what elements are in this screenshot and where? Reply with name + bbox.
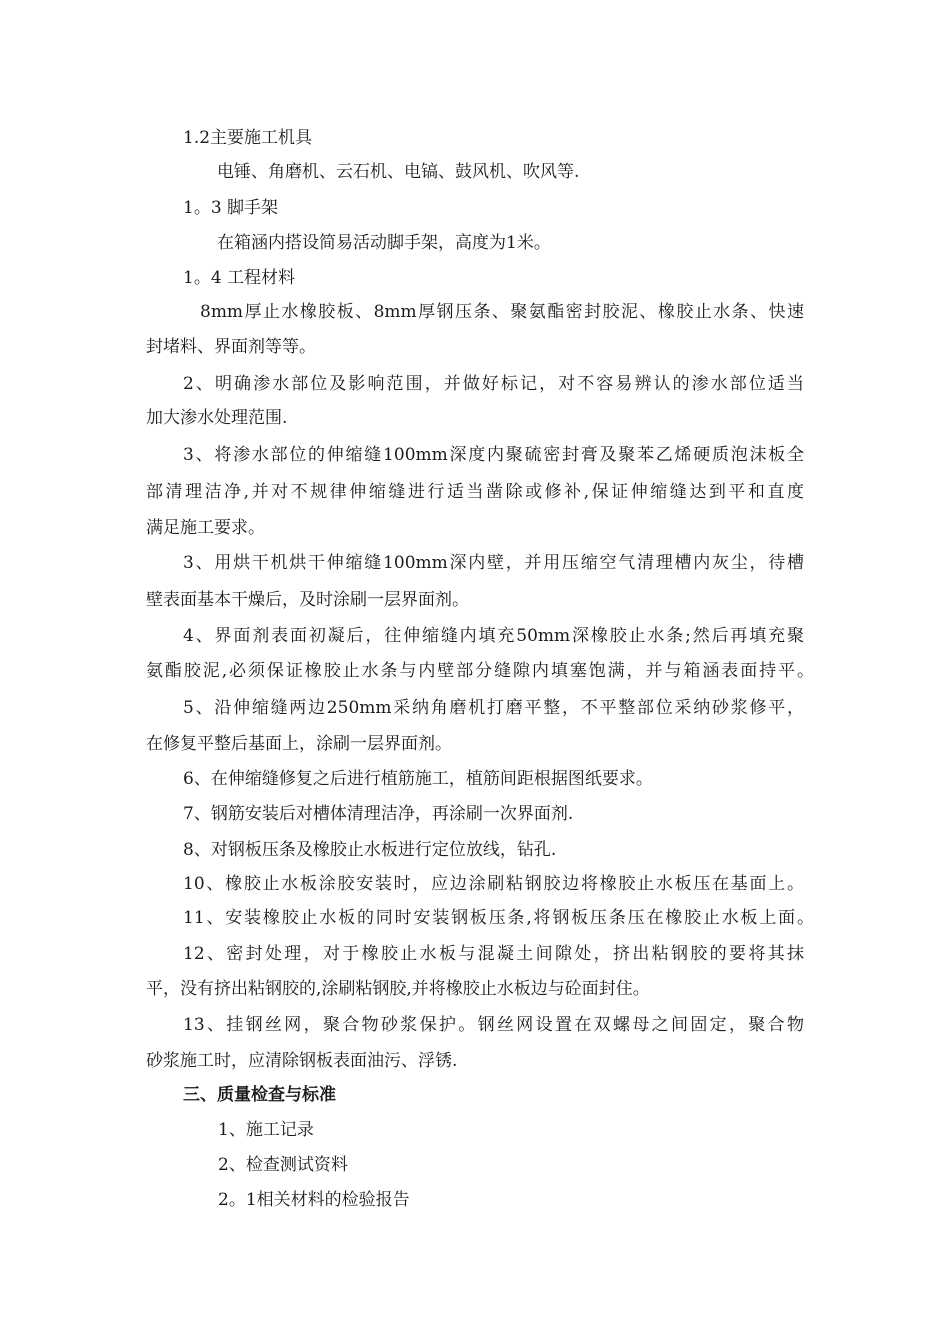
- paragraph-line: 11、安装橡胶止水板的同时安装钢板压条,将钢板压条压在橡胶止水板上面。: [183, 908, 814, 928]
- paragraph-line: 平，没有挤出粘钢胶的,涂刷粘钢胶,并将橡胶止水板边与砼面封住。: [146, 979, 650, 999]
- section-heading: 三、质量检查与标准: [183, 1085, 336, 1105]
- paragraph-line: 8、对钢板压条及橡胶止水板进行定位放线，钻孔.: [183, 840, 557, 860]
- paragraph-line: 在修复平整后基面上，涂刷一层界面剂。: [146, 734, 452, 754]
- paragraph-line: 2、明确渗水部位及影响范围，并做好标记，对不容易辨认的渗水部位适当: [183, 374, 804, 394]
- heading-1-3: 1。3 脚手架: [183, 198, 279, 218]
- paragraph-line: 电锤、角磨机、云石机、电镐、鼓风机、吹风等.: [217, 162, 580, 182]
- paragraph-line: 6、在伸缩缝修复之后进行植筋施工，植筋间距根据图纸要求。: [183, 769, 653, 789]
- list-item: 2、检查测试资料: [218, 1155, 348, 1175]
- paragraph-line: 壁表面基本干燥后，及时涂刷一层界面剂。: [146, 590, 469, 610]
- paragraph-line: 封堵料、界面剂等等。: [146, 337, 316, 357]
- paragraph-line: 13、挂钢丝网，聚合物砂浆保护。钢丝网设置在双螺母之间固定，聚合物: [183, 1015, 804, 1035]
- list-item: 2。1相关材料的检验报告: [218, 1190, 410, 1210]
- paragraph-line: 8mm厚止水橡胶板、8mm厚钢压条、聚氨酯密封胶泥、橡胶止水条、快速: [200, 302, 804, 322]
- paragraph-line: 4、界面剂表面初凝后，往伸缩缝内填充50mm深橡胶止水条;然后再填充聚: [183, 626, 804, 646]
- paragraph-line: 氨酯胶泥,必须保证橡胶止水条与内壁部分缝隙内填塞饱满，并与箱涵表面持平。: [146, 661, 814, 681]
- paragraph-line: 12、密封处理，对于橡胶止水板与混凝土间隙处，挤出粘钢胶的要将其抹: [183, 944, 804, 964]
- heading-1-4: 1。4 工程材料: [183, 268, 296, 288]
- paragraph-line: 7、钢筋安装后对槽体清理洁净，再涂刷一次界面剂.: [183, 804, 574, 824]
- list-item: 1、施工记录: [218, 1120, 314, 1140]
- paragraph-line: 加大渗水处理范围.: [146, 408, 288, 428]
- heading-1-2: 1.2主要施工机具: [183, 128, 313, 148]
- paragraph-line: 3、用烘干机烘干伸缩缝100mm深内壁，并用压缩空气清理槽内灰尘，待槽: [183, 553, 804, 573]
- paragraph-line: 满足施工要求。: [146, 518, 265, 538]
- paragraph-line: 部清理洁净,并对不规律伸缩缝进行适当凿除或修补,保证伸缩缝达到平和直度: [146, 482, 804, 502]
- paragraph-line: 在箱涵内搭设简易活动脚手架，高度为1米。: [217, 233, 551, 253]
- paragraph-line: 10、橡胶止水板涂胶安装时，应边涂刷粘钢胶边将橡胶止水板压在基面上。: [183, 874, 804, 894]
- paragraph-line: 5、沿伸缩缝两边250mm采纳角磨机打磨平整，不平整部位采纳砂浆修平，: [183, 698, 804, 718]
- paragraph-line: 3、将渗水部位的伸缩缝100mm深度内聚硫密封膏及聚苯乙烯硬质泡沫板全: [183, 445, 804, 465]
- paragraph-line: 砂浆施工时，应清除钢板表面油污、浮锈.: [146, 1051, 458, 1071]
